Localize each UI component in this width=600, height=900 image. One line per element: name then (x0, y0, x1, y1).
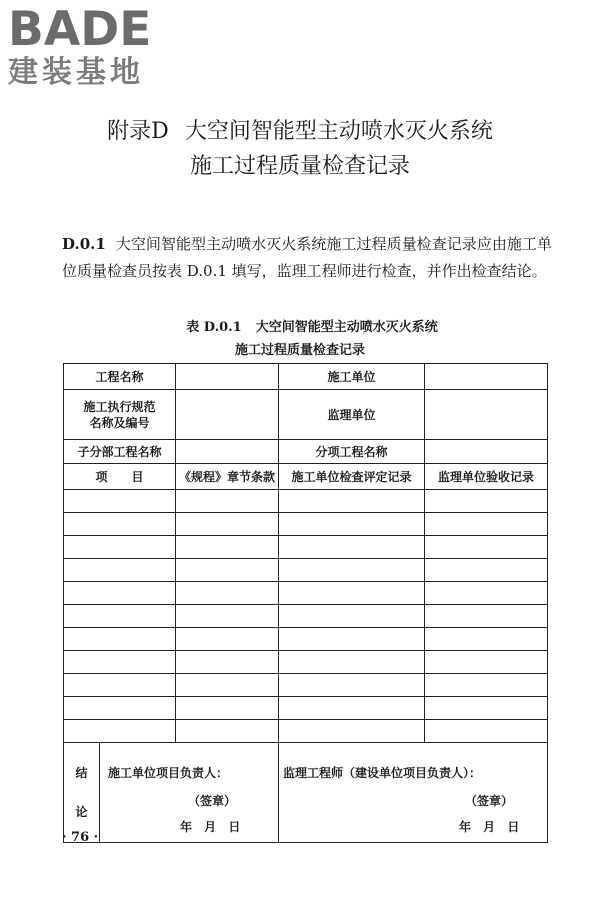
item-cell[interactable] (64, 651, 176, 674)
spec-name-label (64, 390, 176, 440)
clause-id: D.0.1 (62, 235, 106, 253)
table-row (64, 490, 548, 513)
clause-cell[interactable] (176, 628, 279, 651)
title-line-1: 大空间智能型主动喷水灭火系统 (184, 119, 493, 144)
construction-check-cell[interactable] (279, 605, 425, 628)
item-project-label: 分项工程名称 (279, 440, 425, 464)
clause-cell[interactable] (176, 582, 279, 605)
construction-unit-label: 施工单位 (279, 364, 425, 390)
table-caption-line-1 (12, 316, 600, 335)
clause-cell[interactable] (176, 651, 279, 674)
table-row (64, 513, 548, 536)
appendix-title-line-1 (0, 117, 600, 147)
construction-check-cell[interactable] (279, 582, 425, 605)
record-rows (64, 490, 548, 743)
item-cell[interactable] (64, 490, 176, 513)
inspection-record-table (63, 363, 548, 843)
table-row (64, 674, 548, 697)
table-row (64, 720, 548, 743)
logo-text: BADE (8, 2, 152, 57)
conclusion-row (64, 743, 548, 843)
logo-subtitle: 建装基地 (8, 55, 144, 90)
sub-project-value[interactable] (176, 440, 279, 464)
item-cell[interactable] (64, 720, 176, 743)
project-name-label: 工程名称 (64, 364, 176, 390)
supervision-stamp-label: （签章） (465, 794, 514, 808)
table-row (64, 628, 548, 651)
conclusion-char-2: 论 (75, 805, 88, 820)
clause-cell[interactable] (176, 559, 279, 582)
construction-check-cell[interactable] (279, 490, 425, 513)
supervision-accept-cell[interactable] (425, 651, 548, 674)
table-row (64, 559, 548, 582)
table-row (64, 390, 548, 440)
table-row (64, 364, 548, 390)
construction-lead-label: 施工单位项目负责人： (108, 766, 229, 780)
conclusion-label-box (64, 743, 100, 842)
supervision-accept-cell[interactable] (425, 605, 548, 628)
construction-check-cell[interactable] (279, 720, 425, 743)
clause-cell[interactable] (176, 536, 279, 559)
construction-check-cell[interactable] (279, 674, 425, 697)
table-caption-text-1: 大空间智能型主动喷水灭火系统 (255, 320, 438, 335)
supervision-accept-cell[interactable] (425, 628, 548, 651)
table-row (64, 605, 548, 628)
construction-check-cell[interactable] (279, 628, 425, 651)
construction-check-cell[interactable] (279, 559, 425, 582)
supervision-accept-cell[interactable] (425, 697, 548, 720)
table-row (64, 697, 548, 720)
clause-cell[interactable] (176, 674, 279, 697)
clause-paragraph (62, 231, 552, 285)
item-cell[interactable] (64, 697, 176, 720)
item-cell[interactable] (64, 582, 176, 605)
header-item: 项 目 (64, 464, 176, 490)
supervision-accept-cell[interactable] (425, 582, 548, 605)
conclusion-char-1: 结 (75, 765, 88, 780)
spec-name-line-2: 名称及编号 (89, 415, 150, 430)
clause-cell[interactable] (176, 513, 279, 536)
table-caption-line-2: 施工过程质量检查记录 (234, 343, 365, 358)
header-supervision-accept: 监理单位验收记录 (425, 464, 548, 490)
spec-name-line-1: 施工执行规范 (83, 399, 156, 414)
conclusion-left-wrapper (64, 743, 279, 843)
supervision-unit-value[interactable] (425, 390, 548, 440)
table-row (64, 651, 548, 674)
construction-stamp-label: （签章） (188, 794, 237, 808)
supervision-date-label: 年 月 日 (459, 820, 520, 834)
table-id: 表 D.0.1 (186, 320, 242, 335)
supervision-sign-cell[interactable] (279, 743, 548, 843)
construction-check-cell[interactable] (279, 513, 425, 536)
sub-project-label: 子分部工程名称 (64, 440, 176, 464)
construction-check-cell[interactable] (279, 651, 425, 674)
supervision-accept-cell[interactable] (425, 674, 548, 697)
appendix-title-line-2: 施工过程质量检查记录 (189, 154, 410, 179)
spec-name-value[interactable] (176, 390, 279, 440)
clause-cell[interactable] (176, 697, 279, 720)
appendix-prefix: 附录D (107, 119, 169, 144)
supervision-accept-cell[interactable] (425, 559, 548, 582)
clause-text: 大空间智能型主动喷水灭火系统施工过程质量检查记录应由施工单位质量检查员按表 D.0.1 填写，监理工程师进行检查，并作出检查结论。 (62, 235, 552, 280)
item-cell[interactable] (64, 628, 176, 651)
table-header-row (64, 464, 548, 490)
item-cell[interactable] (64, 605, 176, 628)
supervision-accept-cell[interactable] (425, 720, 548, 743)
header-construction-check: 施工单位检查评定记录 (279, 464, 425, 490)
supervision-engineer-label: 监理工程师（建设单位项目负责人）： (283, 766, 482, 780)
construction-date-label: 年 月 日 (180, 820, 241, 834)
supervision-unit-label: 监理单位 (279, 390, 425, 440)
item-cell[interactable] (64, 513, 176, 536)
table-row (64, 582, 548, 605)
item-cell[interactable] (64, 559, 176, 582)
bade-logo (8, 2, 178, 94)
supervision-accept-cell[interactable] (425, 490, 548, 513)
clause-cell[interactable] (176, 720, 279, 743)
table-row (64, 440, 548, 464)
item-cell[interactable] (64, 536, 176, 559)
item-project-value[interactable] (425, 440, 548, 464)
supervision-accept-cell[interactable] (425, 513, 548, 536)
item-cell[interactable] (64, 674, 176, 697)
page-number: · 76 · (62, 830, 99, 845)
construction-sign-area[interactable] (100, 743, 278, 842)
header-clause: 《规程》章节条款 (176, 464, 279, 490)
clause-cell[interactable] (176, 490, 279, 513)
construction-check-cell[interactable] (279, 536, 425, 559)
table-row (64, 536, 548, 559)
clause-cell[interactable] (176, 605, 279, 628)
construction-check-cell[interactable] (279, 697, 425, 720)
project-name-value[interactable] (176, 364, 279, 390)
construction-unit-value[interactable] (425, 364, 548, 390)
supervision-accept-cell[interactable] (425, 536, 548, 559)
